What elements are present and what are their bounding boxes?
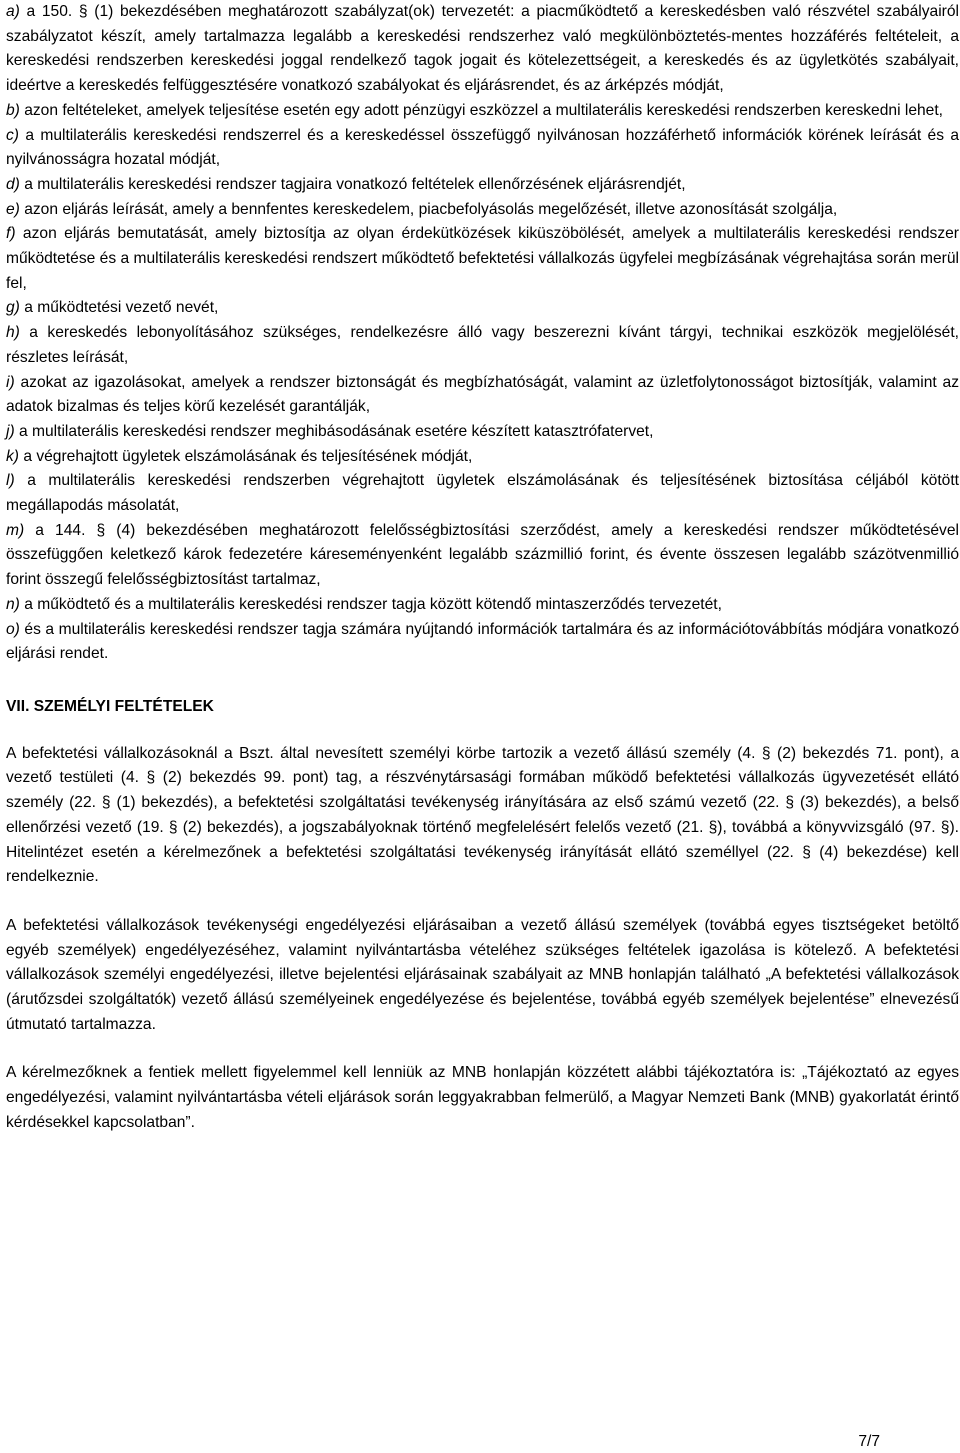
section-paragraph: A kérelmezőknek a fentiek mellett figyelemmel kell lenniük az MNB honlapján közzétett alábbi tájékoztatóra is: „Tájékoztató az egyes engedélyezési, valamint nyilvántartásba vételi eljárások során leggyakrabban felmerülő, a Magyar Nemzeti Bank (MNB) gyakorlatát érintő kérdésekkel kapcsolatban”. — [6, 1064, 959, 1131]
list-item — [6, 222, 959, 296]
list-item — [6, 198, 959, 223]
list-item — [6, 593, 959, 618]
item-marker: i) — [6, 373, 15, 391]
item-text: és a multilaterális kereskedési rendszer tagja számára nyújtandó információk tartalmára és az információtovábbítás módjára vonatkozó eljárási rendet. — [6, 620, 959, 663]
list-item — [6, 296, 959, 321]
item-text: azon eljárás leírását, amely a bennfentes kereskedelem, piacbefolyásolás megelőzését, illetve azonosítását szolgálja, — [19, 200, 838, 218]
item-marker: f) — [6, 225, 16, 243]
item-text: a kereskedés lebonyolításához szükséges, rendelkezésre álló vagy beszerezni kívánt tárgyi, technikai eszközök megjelölését, részletes leírását, — [6, 324, 959, 366]
list-item — [6, 445, 959, 470]
item-text: azon feltételeket, amelyek teljesítése esetén egy adott pénzügyi eszközzel a multilaterális kereskedési rendszerben kereskedni lehet, — [19, 101, 944, 119]
list-item — [6, 124, 959, 173]
list-item — [6, 321, 959, 370]
item-marker: l) — [6, 472, 15, 490]
item-text: azon eljárás bemutatását, amely biztosítja az olyan érdekütközések kiküszöbölését, amelyek a multilaterális kereskedési rendszer működtetése és a multilaterális kereskedési rendszert működtető befektetési vállalkozás ügyfelei megbízásának végrehajtása során merül fel, — [6, 225, 959, 292]
item-marker: h) — [6, 324, 20, 342]
item-marker: m) — [6, 521, 25, 539]
item-marker: o) — [6, 620, 20, 638]
section-heading: VII. SZEMÉLYI FELTÉTELEK — [6, 697, 214, 715]
document-page — [6, 0, 959, 1136]
section-paragraph: A befektetési vállalkozásoknál a Bszt. által nevesített személyi körbe tartozik a vezető állású személy (4. § (2) bekezdés 71. pont), a vezető testületi (4. § (2) bekezdés 99. pont) tag, a részvénytársasági formában működő befektetési vállalkozás ügyvezetését ellátó személy (22. § (1) bekezdés), a befektetési szolgáltatási tevékenység irányítására az első számú vezető (22. § (3) bekezdés), a belső ellenőrzési vezető (19. § (2) bekezdés), a jogszabályoknak történő megfelelésért felelős vezető (21. §), továbbá a könyvvizsgáló (97. §). Hitelintézet esetén a kérelmezőnek a befektetési szolgáltatási tevékenység irányítását ellátó személlyel (22. § (4) bekezdése) kell rendelkeznie. — [6, 744, 959, 886]
item-text: azokat az igazolásokat, amelyek a rendszer biztonságát és megbízhatóságát, valamint az üzletfolytonosságot biztosítják, valamint az adatok bizalmas és teljes körű kezelését garantálják, — [6, 373, 959, 416]
item-text: a végrehajtott ügyletek elszámolásának és teljesítésének módját, — [19, 447, 473, 465]
item-text: a multilaterális kereskedési rendszerrel és a kereskedéssel összefüggő nyilvánosan hozzáférhető információk körének leírását és a nyilvánosságra hozatal módját, — [6, 126, 959, 169]
list-item — [6, 469, 959, 518]
item-text: a működtetési vezető nevét, — [19, 299, 219, 317]
item-text: a 144. § (4) bekezdésében meghatározott felelősségbiztosítási szerződést, amely a kereskedési rendszer működtetésével összefüggően keletkező károk fedezetére káreseményenként legalább százmillió forint, és évente összesen legalább százötvenmillió forint összegű felelősségbiztosítást tartalmaz, — [6, 521, 959, 589]
list-item — [6, 99, 959, 124]
requirements-list — [6, 0, 959, 667]
list-item — [6, 0, 959, 99]
item-marker: e) — [6, 200, 20, 218]
item-marker: d) — [6, 175, 20, 193]
item-text: a multilaterális kereskedési rendszerben végrehajtott ügyletek elszámolásának és teljesítésének biztosítása céljából kötött megállapodás másolatát, — [6, 472, 959, 515]
item-marker: b) — [6, 101, 20, 119]
item-marker: c) — [6, 126, 19, 144]
item-marker: a) — [6, 3, 20, 20]
list-item — [6, 173, 959, 198]
page-number: 7/7 — [858, 1433, 880, 1450]
list-item — [6, 519, 959, 593]
item-text: a működtető és a multilaterális kereskedési rendszer tagja között kötendő mintaszerződés tervezetét, — [19, 595, 722, 613]
item-marker: g) — [6, 299, 20, 317]
section-paragraph: A befektetési vállalkozások tevékenységi engedélyezési eljárásaiban a vezető állású személyek (továbbá egyes tisztségeket betöltő egyéb személyek) engedélyezéséhez, valamint nyilvántartásba vételéhez szükséges feltételek igazolása is kötelező. A befektetési vállalkozások személyi engedélyezési, illetve bejelentési eljárásainak szabályait az MNB honlapján található „A befektetési vállalkozások (árutőzsdei szolgáltatók) vezető állású személyeinek engedélyezése és bejelentése, továbbá egyéb személyek bejelentése” elnevezésű útmutató tartalmazza. — [6, 916, 959, 1033]
list-item — [6, 618, 959, 667]
item-text: a 150. § (1) bekezdésében meghatározott szabályzat(ok) tervezetét: a piacműködtető a kereskedésben való részvétel szabályairól szabályzatot készít, amely tartalmazza legalább a kereskedési rendszerhez való megkülönböztetés-mentes hozzáférés feltételeit, a kereskedési rendszerben kereskedési joggal rendelkező tagok jogait és kötelezettségeit, a kereskedés és az ügyletkötés szabályait, ideértve a kereskedés felfüggesztésére vonatkozó szabályokat és eljárásrendet, és az árképzés módját, — [6, 3, 959, 95]
item-marker: k) — [6, 447, 19, 465]
item-marker: n) — [6, 595, 20, 613]
item-text: a multilaterális kereskedési rendszer tagjaira vonatkozó feltételek ellenőrzésének eljárásrendjét, — [19, 175, 686, 193]
item-text: a multilaterális kereskedési rendszer meghibásodásának esetére készített katasztrófatervet, — [14, 422, 654, 440]
item-marker: j) — [6, 422, 15, 440]
list-item — [6, 420, 959, 445]
list-item — [6, 371, 959, 420]
